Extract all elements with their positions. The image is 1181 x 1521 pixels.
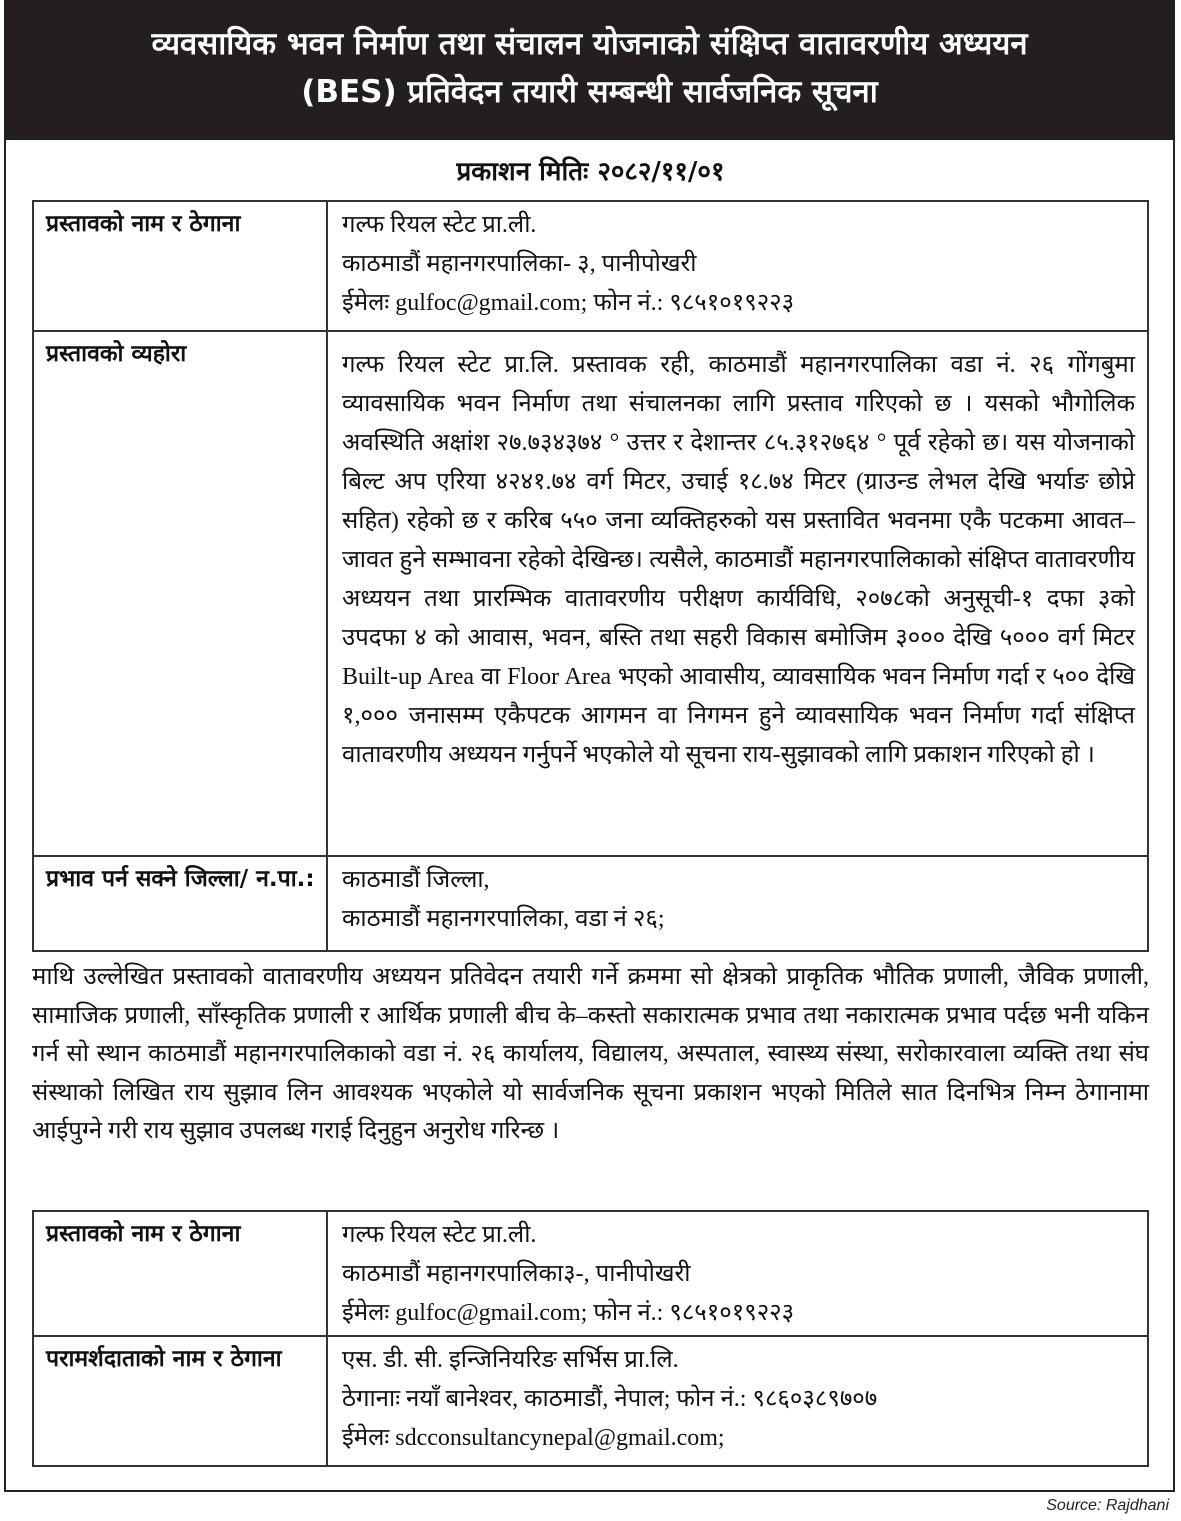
proponent-contact: ईमेलः gulfoc@gmail.com; फोन नं.: ९८५१०१९२२३ (342, 290, 795, 316)
table-row (33, 201, 1148, 331)
title-line-1: व्यवसायिक भवन निर्माण तथा संचालन योजनाको संक्षिप्त वातावरणीय अध्ययन (151, 26, 1028, 62)
proposal-description: गल्फ रियल स्टेट प्रा.लि. प्रस्तावक रही, काठमाडौं महानगरपालिका वडा नं. २६ गोंगबुमा व्यावसायिक भवन निर्माण तथा संचालनका लागि प्रस्ताव गरिएको छ । यसको भौगोलिक अवस्थिति अक्षांश २७.७३४३७४ ° उत्तर र देशान्तर ८५.३१२७६४ ° पूर्व रहेको छ। यस योजनाको बिल्ट अप एरिया ४२४१.७४ वर्ग मिटर, उचाई १८.७४ मिटर (ग्राउन्ड लेभल देखि भर्याङ छोप्ने सहित) रहेको छ र करिब ५५० जना व्यक्तिहरुको यस प्रस्तावित भवनमा एकै पटकमा आवत–जावत हुने सम्भावना रहेको देखिन्छ। त्यसैले, काठमाडौं महानगरपालिकाको संक्षिप्त वातावरणीय अध्ययन तथा प्रारम्भिक वातावरणीय परीक्षण कार्यविधि, २०७८को अनुसूची-१ दफा ३को उपदफा ४ को आवास, भवन, बस्ति तथा सहरी विकास बमोजिम ३००० देखि ५००० वर्ग मिटर Built-up Area वा Floor Area भएको आवासीय, व्यावसायिक भवन निर्माण गर्दा र ५०० देखि १,००० जनासम्म एकैपटक आगमन वा निगमन हुने व्यावसायिक भवन निर्माण गर्दा संक्षिप्त वातावरणीय अध्ययन गर्नुपर्ने भएकोले यो सूचना राय-सुझावको लागि प्रकाशन गरिएको हो । (327, 331, 1148, 856)
row-value (327, 1211, 1148, 1336)
proponent-contact: ईमेलः gulfoc@gmail.com; फोन नं.: ९८५१०१९२२३ (342, 1300, 795, 1326)
notice-header (4, 0, 1175, 140)
row-label: परामर्शदाताको नाम र ठेगाना (33, 1336, 327, 1466)
consultant-address: ठेगानाः नयाँ बानेश्वर, काठमाडौं, नेपाल; फोन नं.: ९८६०३८९७०७ (342, 1386, 878, 1412)
row-value (327, 201, 1148, 331)
table-row (33, 331, 1148, 856)
title-line-2: (BES) प्रतिवेदन तयारी सम्बन्धी सार्वजनिक सूचना (301, 74, 878, 110)
proponent-name: गल्फ रियल स्टेट प्रा.ली. (342, 212, 537, 238)
proponent-name: गल्फ रियल स्टेट प्रा.ली. (342, 1222, 537, 1248)
contact-table (32, 1210, 1149, 1467)
affected-district: काठमाडौं जिल्ला, (342, 867, 490, 893)
proponent-address: काठमाडौं महानगरपालिका- ३, पानीपोखरी (342, 251, 697, 277)
consultant-name: एस. डी. सी. इन्जिनियरिङ सर्भिस प्रा.लि. (342, 1347, 679, 1373)
row-value (327, 856, 1148, 951)
proponent-address: काठमाडौं महानगरपालिका३-, पानीपोखरी (342, 1261, 691, 1287)
row-label: प्रस्तावको नाम र ठेगाना (33, 1211, 327, 1336)
row-label: प्रस्तावको नाम र ठेगाना (33, 201, 327, 331)
table-row (33, 1336, 1148, 1466)
consultant-email: ईमेलः sdcconsultancynepal@gmail.com; (342, 1425, 725, 1451)
row-value (327, 1336, 1148, 1466)
notice-paragraph: माथि उल्लेखित प्रस्तावको वातावरणीय अध्ययन प्रतिवेदन तयारी गर्ने क्रममा सो क्षेत्रको प्राकृतिक भौतिक प्रणाली, जैविक प्रणाली, सामाजिक प्रणाली, साँस्कृतिक प्रणाली र आर्थिक प्रणाली बीच के–कस्तो सकारात्मक प्रभाव तथा नकारात्मक प्रभाव पर्दछ भनी यकिन गर्न सो स्थान काठमाडौं महानगरपालिकाको वडा नं. २६ कार्यालय, विद्यालय, अस्पताल, स्वास्थ्य संस्था, सरोकारवाला व्यक्ति तथा संघ संस्थाको लिखित राय सुझाव लिन आवश्यक भएकोले यो सार्वजनिक सूचना प्रकाशन भएको मितिले सात दिनभित्र निम्न ठेगानामा आईपुग्ने गरी राय सुझाव उपलब्ध गराई दिनुहुन अनुरोध गरिन्छ । (32, 964, 1149, 1144)
affected-municipality: काठमाडौं महानगरपालिका, वडा नं २६; (342, 906, 665, 932)
row-label: प्रस्तावको व्यहोरा (33, 331, 327, 856)
proposal-table (32, 200, 1149, 952)
row-label: प्रभाव पर्न सक्ने जिल्ला/ न.पा.: (33, 856, 327, 951)
publication-date: प्रकाशन मितिः २०८२/११/०१ (456, 157, 725, 187)
table-row (33, 1211, 1148, 1336)
source-credit: Source: Rajdhani (1046, 1497, 1169, 1514)
table-row (33, 856, 1148, 951)
